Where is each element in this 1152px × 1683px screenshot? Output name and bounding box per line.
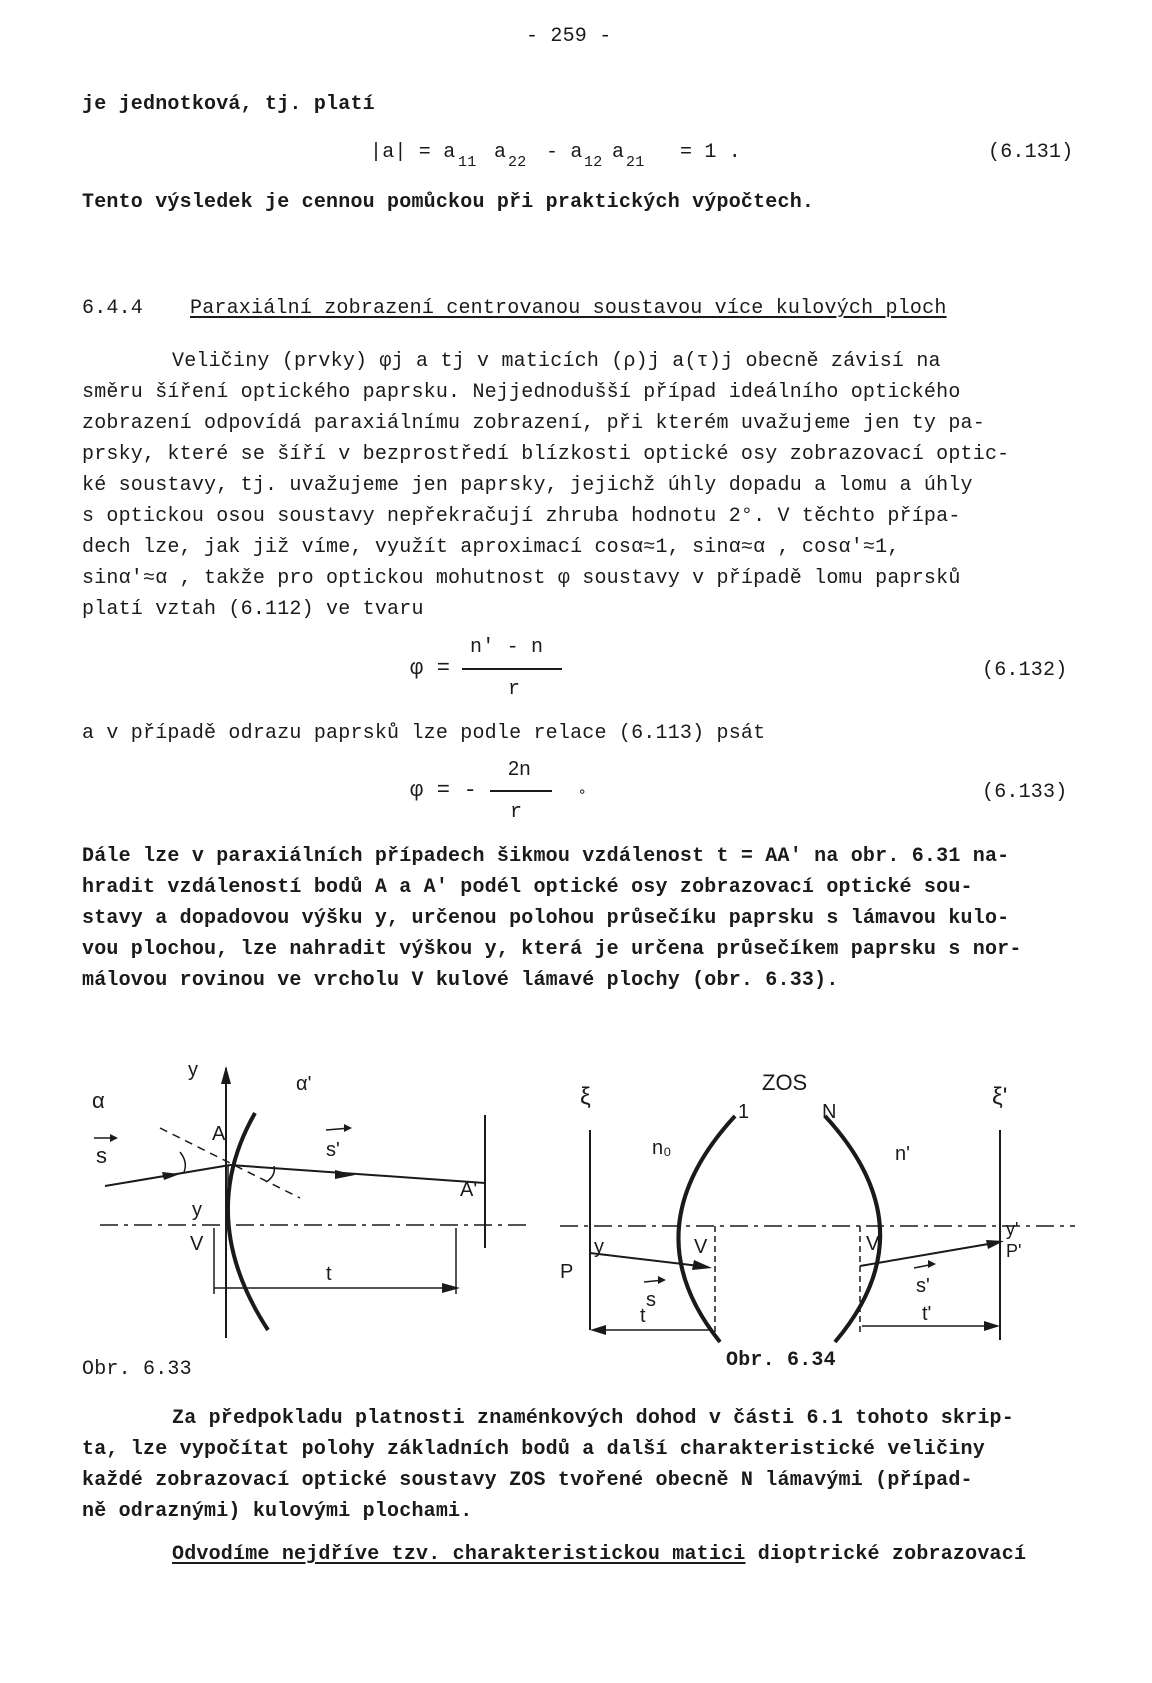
equation-6-131 (370, 138, 810, 178)
eq131-sub11: 11 (458, 154, 477, 171)
label-xi-prime: ξ' (992, 1083, 1008, 1110)
label-y-prime: y' (1006, 1219, 1019, 1239)
equation-number-132: (6.132) (982, 659, 1068, 682)
para1-line-3: prsky, které se šíří v bezprostředí blízkosti optické osy zobrazovací optic- (82, 443, 1010, 466)
surface-N (825, 1116, 880, 1342)
result-line: Tento výsledek je cennou pomůckou při praktických výpočtech. (82, 191, 815, 214)
label-y-axis: y (188, 1059, 198, 1081)
eq133-dot: ∘ (578, 785, 587, 801)
equation-number-131: (6.131) (988, 141, 1074, 164)
para1-line-5: s optickou osou soustavy nepřekračují zhruba hodnotu 2°. V těchto přípa- (82, 505, 961, 528)
eq133-lhs: φ = - (410, 778, 478, 803)
label-A: A (212, 1123, 226, 1145)
label-N: N (822, 1101, 837, 1123)
t-arrow-icon (442, 1283, 460, 1293)
para2: a v případě odrazu paprsků lze podle relace (6.113) psát (82, 722, 766, 745)
eq131-sub21: 21 (626, 154, 645, 171)
label-n-prime: n' (895, 1143, 910, 1165)
para1-line-2: zobrazení odpovídá paraxiálnímu zobrazení, při kterém uvažujeme jen ty pa- (82, 412, 985, 435)
label-xi: ξ (580, 1083, 591, 1110)
label-t-prime: t' (922, 1303, 932, 1325)
t-arrow-icon (590, 1325, 606, 1335)
para4-line-1: ta, lze vypočítat polohy základních bodů a další charakteristické veličiny (82, 1438, 985, 1461)
eq131-a4: a (612, 141, 625, 164)
label-s: s (646, 1289, 656, 1311)
label-zos: ZOS (762, 1070, 808, 1095)
label-s-prime: s' (326, 1139, 340, 1161)
last-line (172, 1540, 1026, 1570)
s-vector-arrow-icon (110, 1134, 118, 1142)
eq131-lhs: |a| = a (370, 141, 456, 164)
label-V: V (190, 1233, 204, 1255)
para3-line-0: Dále lze v paraxiálních případech šikmou vzdálenost t = AA' na obr. 6.31 na- (82, 845, 1010, 868)
label-P: P (560, 1261, 574, 1283)
label-A-prime: A' (460, 1179, 478, 1201)
section-title: Paraxiální zobrazení centrovanou soustavou více kulových ploch (190, 297, 947, 320)
label-alpha: α (92, 1088, 105, 1113)
eq131-sub12: 12 (584, 154, 603, 171)
surface-1 (678, 1116, 735, 1342)
para3-line-2: stavy a dopadovou výšku y, určenou polohou průsečíku paprsku s lámavou kulo- (82, 907, 1010, 930)
s-vector-arrow-icon (658, 1276, 666, 1284)
para3-line-1: hradit vzdáleností bodů A a A' podél optické osy zobrazovací optické sou- (82, 876, 973, 899)
intro-line: je jednotková, tj. platí (82, 93, 375, 116)
label-y: y (594, 1236, 604, 1258)
eq132-denominator: r (508, 678, 521, 701)
incident-ray (590, 1253, 708, 1267)
eq133-fraction-bar (490, 790, 552, 792)
para1-line-7: sinα'≈α , takže pro optickou mohutnost φ soustavy v případě lomu paprsků (82, 567, 961, 590)
last-line-rest: dioptrické zobrazovací (745, 1543, 1027, 1566)
caption-6-33: Obr. 6.33 (82, 1358, 192, 1381)
para3-line-3: vou plochou, lze nahradit výškou y, která je určena průsečíkem paprsku s nor- (82, 938, 1022, 961)
para4-line-3: ně odraznými) kulovými plochami. (82, 1500, 473, 1523)
eq132-numerator: n' - n (470, 636, 544, 659)
caption-6-34: Obr. 6.34 (726, 1349, 836, 1372)
exit-ray-arrow-icon (986, 1240, 1004, 1249)
label-1: 1 (738, 1101, 750, 1123)
para1-line-8: platí vztah (6.112) ve tvaru (82, 598, 424, 621)
eq133-numerator: 2n (508, 758, 531, 780)
equation-number-133: (6.133) (982, 781, 1068, 804)
para1-line-1: směru šíření optického paprsku. Nejjednodušší případ ideálního optického (82, 381, 961, 404)
figure-6-34 (560, 1070, 1080, 1370)
label-s: s (96, 1143, 107, 1168)
eq131-rhs: = 1 . (680, 141, 742, 164)
label-V-prime: V' (866, 1233, 884, 1255)
para3-line-4: málovou rovinou ve vrcholu V kulové lámavé plochy (obr. 6.33). (82, 969, 839, 992)
eq131-sub22: 22 (508, 154, 527, 171)
para4-line-0: Za předpokladu platnosti znaménkových dohod v části 6.1 tohoto skrip- (172, 1407, 1014, 1430)
eq131-a2: a (494, 141, 507, 164)
label-t: t (326, 1263, 332, 1285)
last-line-underlined: Odvodíme nejdříve tzv. charakteristickou matici (172, 1543, 746, 1566)
refracting-surface (228, 1113, 268, 1330)
page-number: - 259 - (526, 25, 612, 48)
para1-line-4: ké soustavy, tj. uvažujeme jen paprsky, jejichž úhly dopadu a lomu a úhly (82, 474, 973, 497)
alpha-arc (180, 1152, 185, 1172)
label-V: V (694, 1236, 708, 1258)
para4-line-2: každé zobrazovací optické soustavy ZOS tvořené obecně N lámavými (případ- (82, 1469, 973, 1492)
label-P-prime: P' (1006, 1241, 1022, 1261)
refracted-ray-arrow-icon (335, 1170, 355, 1179)
s-prime-vector-arrow-icon (928, 1260, 936, 1268)
incident-ray-arrow-icon (692, 1260, 712, 1270)
para1-line-6: dech lze, jak již víme, využít aproximací cosα≈1, sinα≈α , cosα'≈1, (82, 536, 900, 559)
eq133-denominator: r (510, 801, 523, 824)
eq131-minus: - a (546, 141, 583, 164)
t-prime-arrow-icon (984, 1321, 1000, 1331)
label-t: t (640, 1305, 646, 1327)
label-y: y (192, 1199, 202, 1221)
para1-line-0: Veličiny (prvky) φj a tj v maticích (ρ)j a(τ)j obecně závisí na (172, 350, 941, 373)
figure-6-33 (80, 1058, 540, 1368)
s-prime-vector-arrow-icon (344, 1124, 352, 1132)
y-axis-arrow-icon (221, 1066, 231, 1084)
label-n0: n₀ (652, 1137, 672, 1159)
label-s-prime: s' (916, 1275, 930, 1297)
label-alpha-prime: α' (296, 1073, 312, 1095)
eq132-lhs: φ = (410, 656, 451, 681)
eq132-fraction-bar (462, 668, 562, 670)
section-number: 6.4.4 (82, 297, 144, 320)
